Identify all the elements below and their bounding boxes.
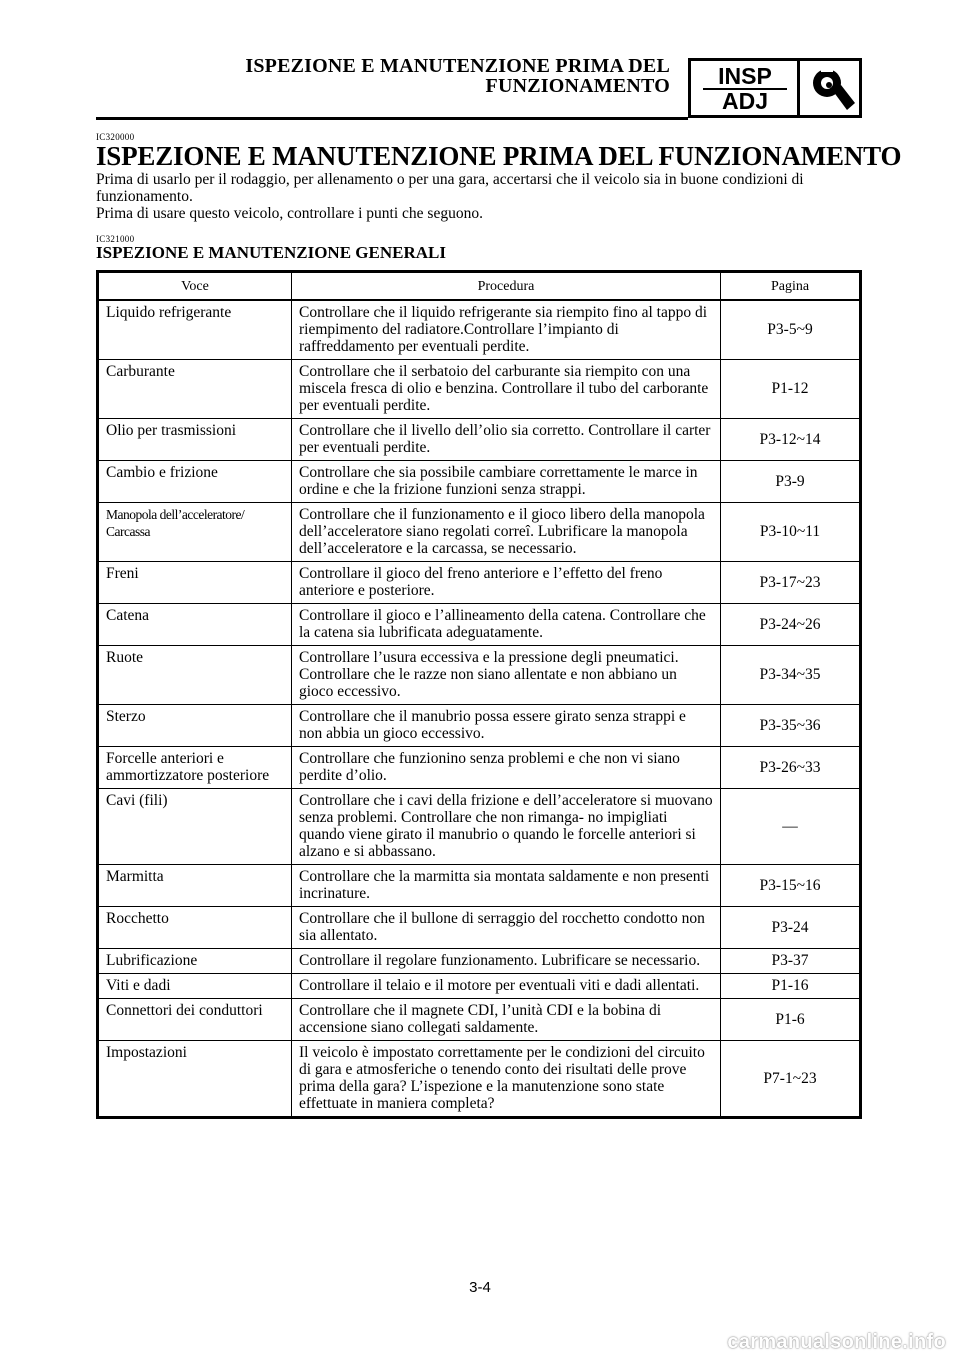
header-rule	[96, 117, 688, 120]
section-badge	[688, 58, 862, 118]
cell-procedura: Controllare il regolare funzionamento. Lubrificare se necessario.	[292, 949, 721, 974]
table-row	[98, 604, 861, 646]
cell-pagina: P3-12~14	[721, 419, 861, 461]
cell-procedura: Controllare che il funzionamento e il gioco libero della manopola dell’acceleratore siano regolati correî. Lubrificare la manopola dell’acceleratore e la carcassa, se necessario.	[292, 503, 721, 562]
cell-pagina: P3-5~9	[767, 321, 813, 338]
table-row	[98, 865, 861, 907]
cell-pagina: P3-17~23	[721, 562, 861, 604]
cell-procedura: Il veicolo è impostato correttamente per le condizioni del circuito di gara e atmosferiche o tenendo conto dei risultati delle prove prima della gara? L’ispezione e la manutenzione sono state effettuate in maniera completa?	[292, 1041, 721, 1118]
cell-procedura: Controllare l’usura eccessiva e la pressione degli pneumatici. Controllare che le razze non siano allentate e non abbiano un gioco eccessivo.	[292, 646, 721, 705]
cell-pagina: P3-37	[721, 949, 861, 974]
cell-pagina: P3-26~33	[721, 747, 861, 789]
cell-pagina: P3-35~36	[721, 705, 861, 747]
subsection-code: IC321000	[96, 234, 135, 244]
table-row	[98, 503, 861, 562]
table-row	[98, 461, 861, 503]
table-row	[98, 419, 861, 461]
table-row	[98, 999, 861, 1041]
cell-voce: Freni	[98, 562, 292, 604]
cell-voce: Sterzo	[98, 705, 292, 747]
cell-procedura: Controllare il gioco del freno anteriore e l’effetto del freno anteriore e posteriore.	[292, 562, 721, 604]
cell-pagina: P1-16	[721, 974, 861, 999]
cell-procedura: Controllare il telaio e il motore per eventuali viti e dadi allentati.	[292, 974, 721, 999]
cell-procedura: Controllare che il liquido refrigerante sia riempito fino al tappo di riempimento del radiatore.Controllare l’impianto di raffreddamento per eventuali perdite.	[292, 300, 721, 360]
cell-procedura: Controllare che funzionino senza problemi e che non vi siano perdite d’olio.	[292, 747, 721, 789]
badge-insp: INSP	[703, 65, 787, 90]
badge-divider	[797, 61, 800, 115]
cell-voce: Viti e dadi	[98, 974, 292, 999]
cell-procedura: Controllare che il livello dell’olio sia corretto. Controllare il carter per eventuali perdite.	[292, 419, 721, 461]
cell-voce: Liquido refrigerante	[106, 304, 232, 321]
cell-procedura: Controllare che il bullone di serraggio del rocchetto condotto non sia allentato.	[292, 907, 721, 949]
cell-pagina: P3-24~26	[721, 604, 861, 646]
cell-pagina: P3-9	[721, 461, 861, 503]
table-row	[98, 562, 861, 604]
intro-text	[96, 171, 866, 222]
cell-voce: Cambio e frizione	[98, 461, 292, 503]
section-code: IC320000	[96, 132, 135, 142]
cell-pagina: P1-12	[721, 360, 861, 419]
cell-voce: Carburante	[98, 360, 292, 419]
cell-procedura: Controllare che il manubrio possa essere girato senza strappi e non abbia un gioco eccessivo.	[292, 705, 721, 747]
table-row	[98, 705, 861, 747]
cell-voce: Forcelle anteriori e ammortizzatore posteriore	[98, 747, 292, 789]
cell-voce: Cavi (fili)	[98, 789, 292, 865]
cell-voce: Manopola dell’acceleratore/ Carcassa	[98, 503, 292, 562]
col-header-pagina: Pagina	[721, 272, 861, 301]
page-number: 3-4	[469, 1279, 491, 1296]
cell-pagina: P3-34~35	[721, 646, 861, 705]
cell-pagina: P7-1~23	[721, 1041, 861, 1118]
cell-voce: Lubrificazione	[98, 949, 292, 974]
table-row	[98, 360, 861, 419]
cell-voce: Marmitta	[98, 865, 292, 907]
cell-procedura: Controllare che il magnete CDI, l’unità CDI e la bobina di accensione siano collegati saldamente.	[292, 999, 721, 1041]
table-row	[98, 646, 861, 705]
cell-voce: Olio per trasmissioni	[98, 419, 292, 461]
cell-voce: Catena	[98, 604, 292, 646]
cell-voce: Impostazioni	[98, 1041, 292, 1118]
cell-procedura: Controllare che sia possibile cambiare correttamente le marce in ordine e che la frizione funzioni senza strappi.	[292, 461, 721, 503]
table-row	[98, 747, 861, 789]
table-header-row	[98, 272, 861, 301]
subsection-title: ISPEZIONE E MANUTENZIONE GENERALI	[96, 243, 446, 262]
cell-voce: Rocchetto	[98, 907, 292, 949]
header-title	[245, 56, 670, 96]
intro-paragraph-2: Prima di usare questo veicolo, controllare i punti che seguono.	[96, 205, 483, 222]
cell-procedura: Controllare che la marmitta sia montata saldamente e non presenti incrinature.	[292, 865, 721, 907]
cell-pagina: P3-15~16	[721, 865, 861, 907]
table-row	[98, 789, 861, 865]
cell-voce: Connettori dei conduttori	[98, 999, 292, 1041]
cell-voce: Ruote	[98, 646, 292, 705]
watermark: carmanualsonline.info	[727, 1331, 946, 1353]
cell-procedura: Controllare che il serbatoio del carburante sia riempito con una miscela fresca di olio e benzina. Controllare il tubo del carborante per eventuali perdite.	[292, 360, 721, 419]
page-title: ISPEZIONE E MANUTENZIONE PRIMA DEL FUNZIONAMENTO	[96, 141, 902, 171]
cell-pagina: P1-6	[721, 999, 861, 1041]
cell-procedura: Controllare il gioco e l’allineamento della catena. Controllare che la catena sia lubrificata adeguatamente.	[292, 604, 721, 646]
table-row	[98, 907, 861, 949]
col-header-voce: Voce	[98, 272, 292, 301]
table-row	[98, 1041, 861, 1118]
intro-paragraph-1: Prima di usarlo per il rodaggio, per allenamento o per una gara, accertarsi che il veicolo sia in buone condizioni di funzionamento.	[96, 171, 804, 205]
table-row	[98, 974, 861, 999]
inspection-table	[96, 270, 862, 1119]
wrench-icon	[807, 63, 857, 113]
cell-pagina: P3-10~11	[721, 503, 861, 562]
cell-procedura: Controllare che i cavi della frizione e dell’acceleratore si muovano senza problemi. Controllare che non rimanga- no impigliati quando viene girato il manubrio o quando le forcelle anteriori si alzano e si abbassano.	[292, 789, 721, 865]
col-header-procedura: Procedura	[292, 272, 721, 301]
table-row	[98, 949, 861, 974]
header-title-line1: ISPEZIONE E MANUTENZIONE PRIMA DEL	[245, 55, 670, 77]
header-title-line2: FUNZIONAMENTO	[485, 75, 670, 97]
badge-adj: ADJ	[721, 88, 768, 114]
table-row	[98, 300, 861, 360]
cell-pagina: —	[721, 789, 861, 865]
cell-pagina: P3-24	[721, 907, 861, 949]
